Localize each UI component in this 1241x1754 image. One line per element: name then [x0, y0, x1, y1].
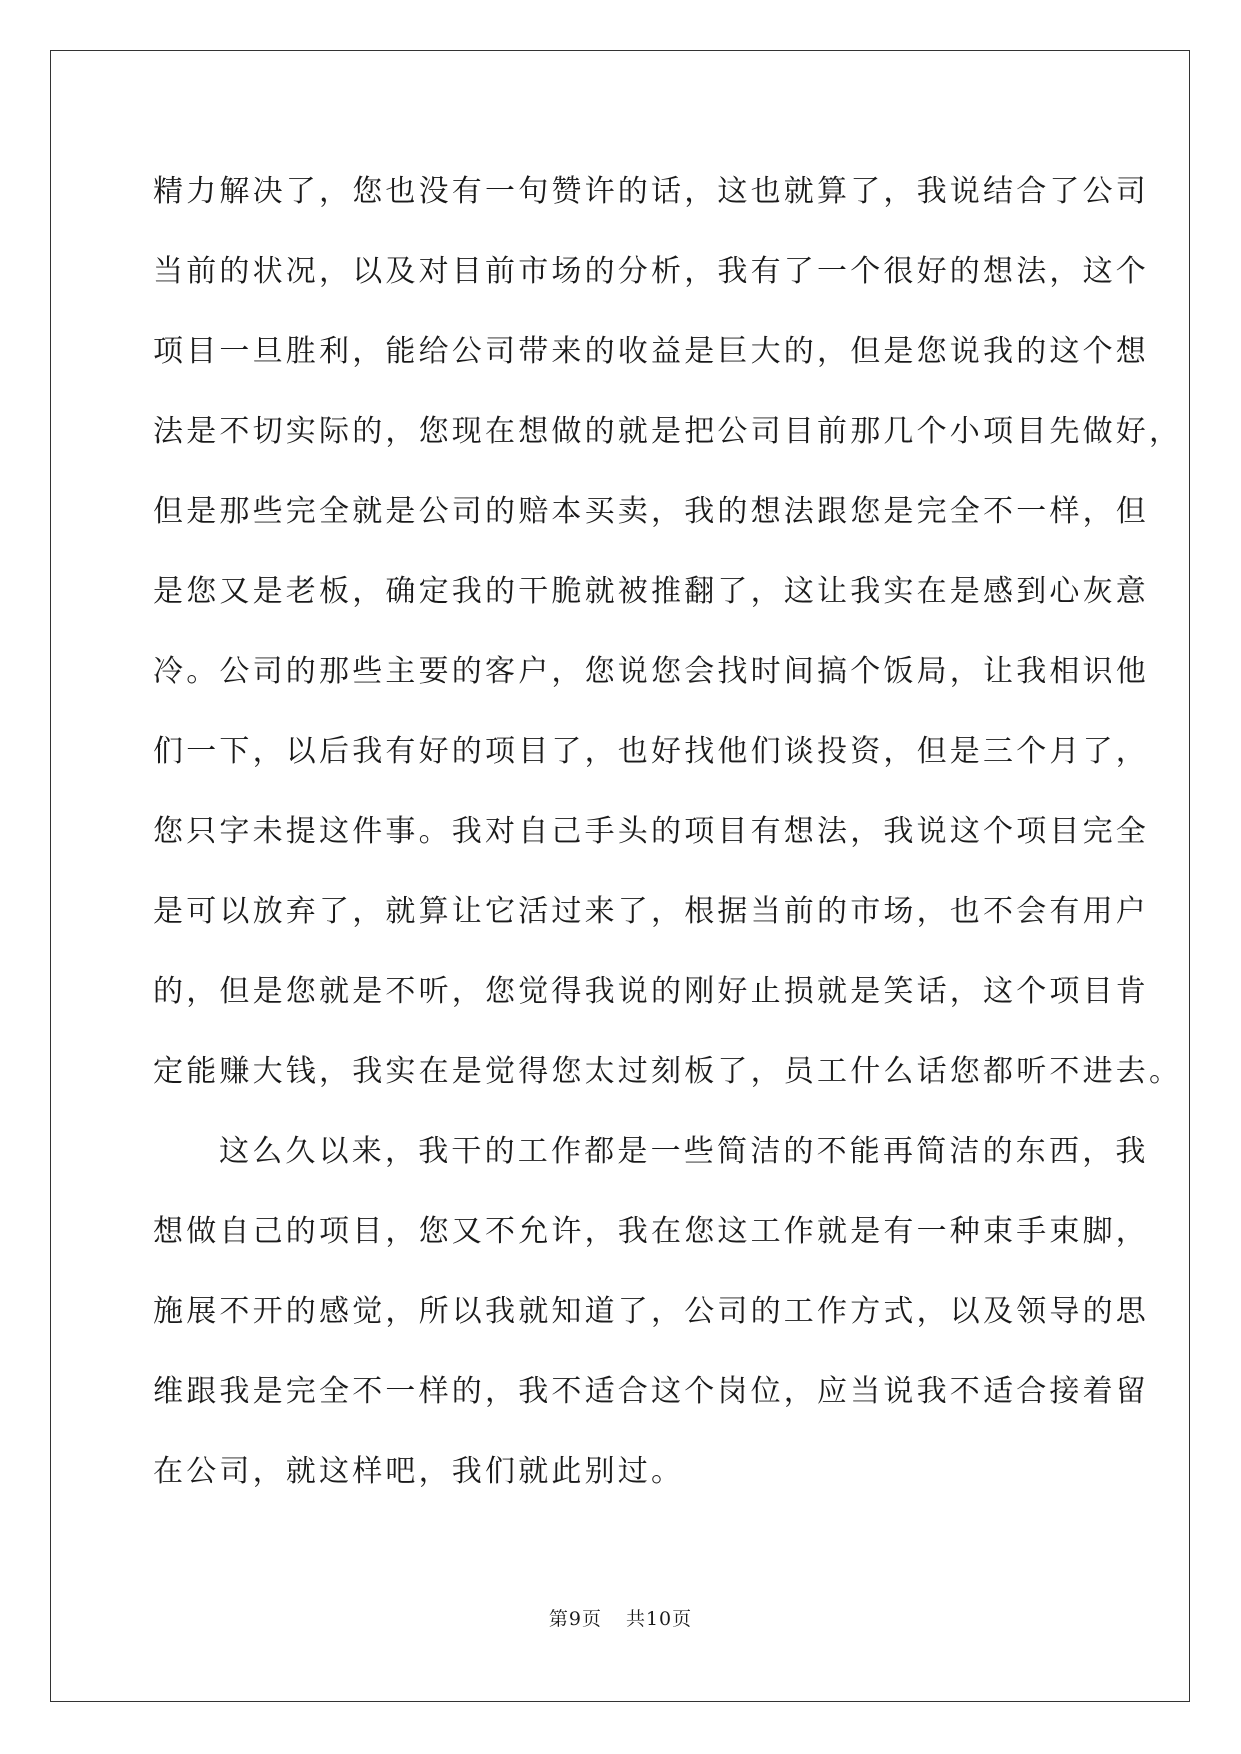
paragraph-start-line: 这么久以来，我干的工作都是一些简洁的不能再简洁的东西，我: [219, 1134, 1149, 1169]
text-line: 冷。公司的那些主要的客户，您说您会找时间搞个饭局，让我相识他: [153, 654, 1149, 689]
text-line: 定能赚大钱，我实在是觉得您太过刻板了，员工什么话您都听不进去。: [153, 1054, 1183, 1089]
text-line: 想做自己的项目，您又不允许，我在您这工作就是有一种束手束脚，: [153, 1214, 1149, 1249]
text-line: 的，但是您就是不听，您觉得我说的刚好止损就是笑话，这个项目肯: [153, 974, 1149, 1009]
text-line: 是可以放弃了，就算让它活过来了，根据当前的市场，也不会有用户: [153, 894, 1149, 929]
text-line: 但是那些完全就是公司的赔本买卖，我的想法跟您是完全不一样，但: [153, 494, 1149, 529]
text-line: 们一下，以后我有好的项目了，也好找他们谈投资，但是三个月了，: [153, 734, 1149, 769]
total-page-count: 共10页: [625, 1608, 693, 1630]
text-line: 是您又是老板，确定我的干脆就被推翻了，这让我实在是感到心灰意: [153, 574, 1149, 609]
text-line: 在公司，就这样吧，我们就此别过。: [153, 1454, 685, 1489]
document-body: [153, 162, 1183, 1522]
text-line: 项目一旦胜利，能给公司带来的收益是巨大的，但是您说我的这个想: [153, 334, 1149, 369]
text-line: 法是不切实际的，您现在想做的就是把公司目前那几个小项目先做好，: [153, 414, 1183, 449]
text-line: 您只字未提这件事。我对自己手头的项目有想法，我说这个项目完全: [153, 814, 1149, 849]
current-page-number: 第9页: [548, 1608, 602, 1630]
text-line: 施展不开的感觉，所以我就知道了，公司的工作方式，以及领导的思: [153, 1294, 1149, 1329]
text-line: 维跟我是完全不一样的，我不适合这个岗位，应当说我不适合接着留: [153, 1374, 1149, 1409]
text-line: 精力解决了，您也没有一句赞许的话，这也就算了，我说结合了公司: [153, 174, 1149, 209]
text-line: 当前的状况，以及对目前市场的分析，我有了一个很好的想法，这个: [153, 254, 1149, 289]
page-footer: [0, 1604, 1241, 1631]
